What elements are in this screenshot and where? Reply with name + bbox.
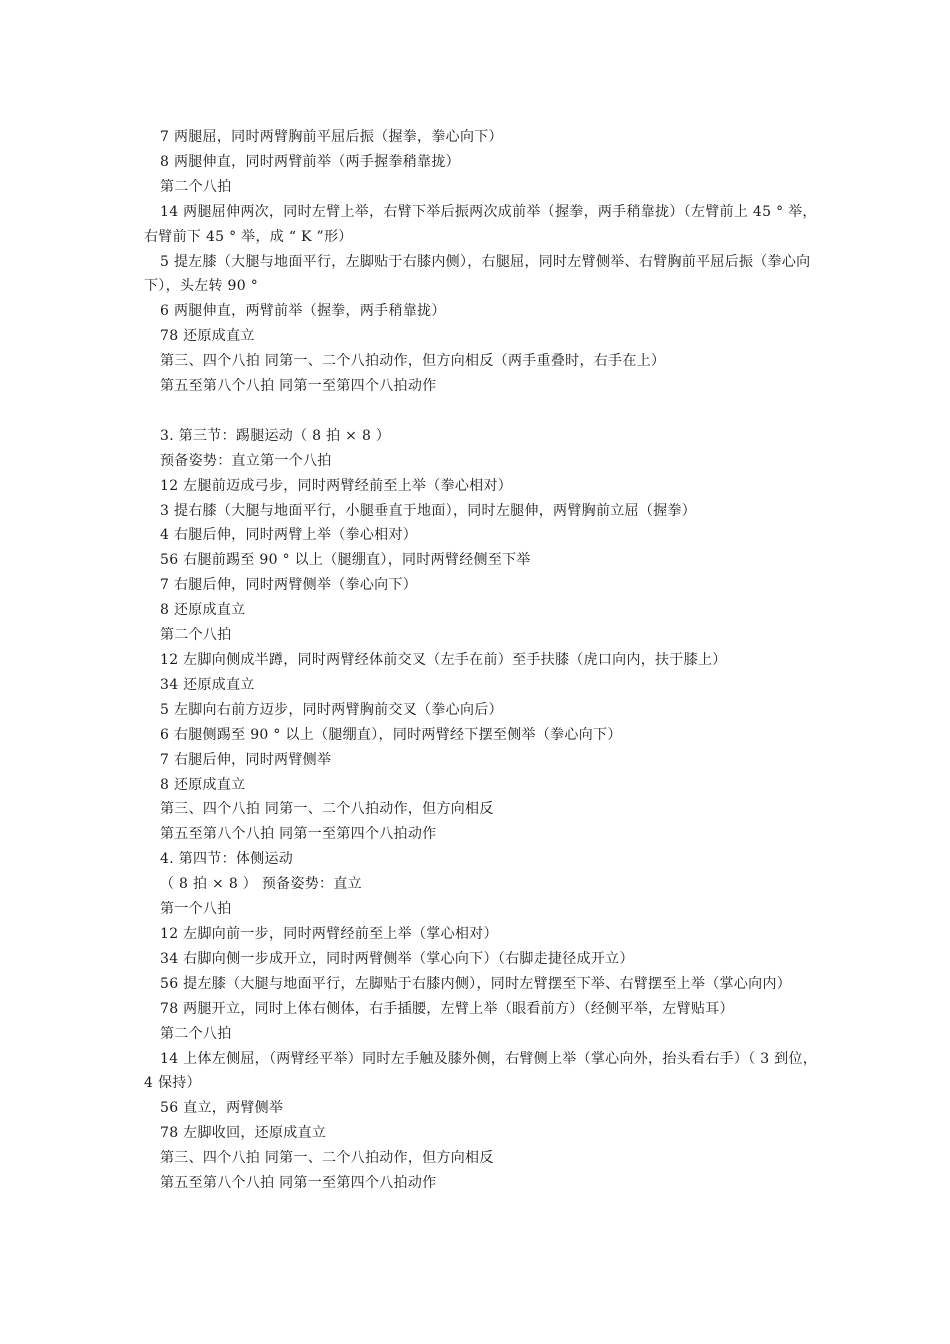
text-line: 12 左脚向前一步，同时两臂经前至上举（掌心相对）: [160, 925, 498, 942]
text-line: 56 提左膝（大腿与地面平行，左脚贴于右膝内侧），同时左臂摆至下举、右臂摆至上举（掌心向内）: [160, 975, 792, 992]
paragraph-gap: [144, 399, 824, 424]
text-line: 5 提左膝（大腿与地面平行，左脚贴于右膝内侧），右腿屈，同时左臂侧举、右臂胸前平屈后振（拳心向下），头左转 90 °: [144, 253, 811, 295]
text-line: 第二个八拍: [160, 1025, 232, 1042]
text-line: （ 8 拍 × 8 ） 预备姿势：直立: [160, 876, 362, 893]
text-line: 14 两腿屈伸两次，同时左臂上举，右臂下举后振两次成前举（握拳，两手稍靠拢）（左臂前上 45 ° 举，右臂前下 45 ° 举，成 “ K ”形）: [144, 203, 817, 245]
text-line: 第三、四个八拍 同第一、二个八拍动作，但方向相反: [160, 1150, 494, 1167]
text-line: 78 还原成直立: [160, 328, 255, 345]
text-line: 8 还原成直立: [160, 776, 246, 793]
text-line: 8 两腿伸直，同时两臂前举（两手握拳稍靠拢）: [160, 153, 460, 170]
text-line: 3 提右膝（大腿与地面平行，小腿垂直于地面），同时左腿伸，两臂胸前立屈（握拳）: [160, 502, 697, 519]
section-heading: 4. 第四节：体侧运动: [160, 851, 294, 868]
document-body: [144, 125, 824, 1196]
text-line: 8 还原成直立: [160, 602, 246, 619]
text-line: 12 左腿前迈成弓步，同时两臂经前至上举（拳心相对）: [160, 477, 513, 494]
text-line: 7 右腿后伸，同时两臂侧举: [160, 751, 332, 768]
text-line: 56 直立，两臂侧举: [160, 1100, 284, 1117]
text-line: 78 两腿开立，同时上体右侧体，右手插腰，左臂上举（眼看前方）（经侧平举，左臂贴耳）: [160, 1000, 734, 1017]
text-line: 4 右腿后伸，同时两臂上举（拳心相对）: [160, 527, 418, 544]
text-line: 第二个八拍: [160, 627, 232, 644]
text-line: 56 右腿前踢至 90 ° 以上（腿绷直），同时两臂经侧至下举: [160, 552, 531, 569]
text-line: 第五至第八个八拍 同第一至第四个八拍动作: [160, 826, 437, 843]
text-line: 7 右腿后伸，同时两臂侧举（拳心向下）: [160, 577, 418, 594]
text-line: 7 两腿屈，同时两臂胸前平屈后振（握拳，拳心向下）: [160, 129, 503, 145]
text-line: 5 左脚向右前方迈步，同时两臂胸前交叉（拳心向后）: [160, 701, 503, 718]
text-line: 78 左脚收回，还原成直立: [160, 1125, 327, 1142]
text-line: 6 两腿伸直，两臂前举（握拳，两手稍靠拢）: [160, 303, 446, 320]
text-line: 14 上体左侧屈，（两臂经平举）同时左手触及膝外侧，右臂侧上举（掌心向外，抬头看右手）（ 3 到位， 4 保持）: [144, 1050, 818, 1092]
text-line: 34 右脚向侧一步成开立，同时两臂侧举（掌心向下）（右脚走捷径成开立）: [160, 950, 634, 967]
text-line: 第三、四个八拍 同第一、二个八拍动作，但方向相反（两手重叠时，右手在上）: [160, 353, 666, 370]
section-heading: 3. 第三节：踢腿运动（ 8 拍 × 8 ）: [160, 427, 391, 444]
text-line: 12 左脚向侧成半蹲，同时两臂经体前交叉（左手在前）至手扶膝（虎口向内，扶于膝上）: [160, 652, 727, 669]
text-line: 第三、四个八拍 同第一、二个八拍动作，但方向相反: [160, 801, 494, 818]
text-line: 第五至第八个八拍 同第一至第四个八拍动作: [160, 378, 437, 395]
text-line: 34 还原成直立: [160, 676, 255, 693]
text-line: 第五至第八个八拍 同第一至第四个八拍动作: [160, 1175, 437, 1192]
text-line: 第二个八拍: [160, 178, 232, 195]
text-line: 预备姿势：直立第一个八拍: [160, 452, 332, 469]
text-line: 第一个八拍: [160, 901, 232, 918]
text-line: 6 右腿侧踢至 90 ° 以上（腿绷直），同时两臂经下摆至侧举（拳心向下）: [160, 726, 622, 743]
